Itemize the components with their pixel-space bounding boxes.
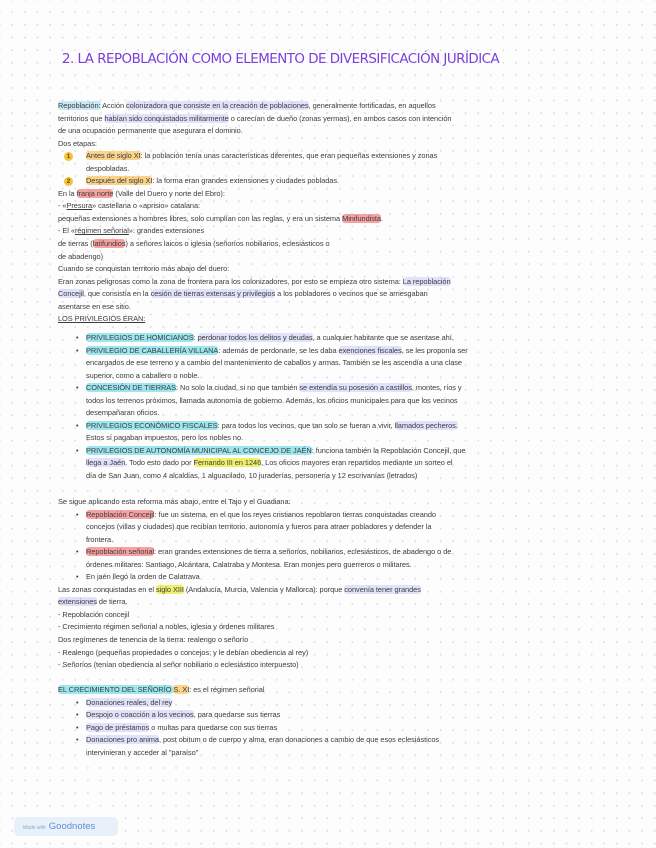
section-crecimiento-senorio: EL CRECIMIENTO DEL SEÑORÍO S. XI: es el régimen señorial • Donaciones reales, del rey • Despojo o coacción a los vecinos, para quedarse sus tierras • Pago de préstamos o multas para quedarse con sus tierras • Donaciones pro anima, post obitum o de cuerpo y alma, eran donaciones a cambio de que esos eclesiásticos intervinieran y acceder al "paraíso": [58, 684, 606, 759]
stages-heading: Dos etapas:: [58, 138, 97, 148]
list-item: • PRIVILEGIOS DE HOMICIANOS: perdonar todos los delitos y deudas, a cualquier habitante que se asentase ahí.: [58, 332, 606, 345]
list-item: • Repoblación señorial: eran grandes extensiones de tierra a señoríos, nobiliarios, eclesiásticos, de abadengo o de: [58, 546, 606, 559]
term-repoblacion: Repoblación:: [58, 101, 101, 110]
list-item: • Despojo o coacción a los vecinos, para quedarse sus tierras: [58, 709, 606, 722]
privileges-heading: LOS PRIVILEGIOS ERAN:: [58, 314, 146, 324]
number-badge: 1: [64, 152, 73, 161]
list-item: • CONCESIÓN DE TIERRAS: No solo la ciudad, si no que también se extendía su posesión a castillos, montes, ríos y: [58, 382, 606, 395]
list-item: • PRIVILEGIOS DE AUTONOMÍA MUNICIPAL AL CONCEJO DE JAÉN: funciona también la Repoblación Concejil, que: [58, 445, 606, 458]
list-item: • Donaciones reales, del rey: [58, 697, 606, 710]
stage-item: 2 Después del siglo XI: la forma eran grandes extensiones y ciudades pobladas.: [58, 175, 606, 188]
list-item: • Pago de préstamos o multas para quedarse con sus tierras: [58, 722, 606, 735]
privileges-list: • PRIVILEGIOS DE HOMICIANOS: perdonar todos los delitos y deudas, a cualquier habitante que se asentase ahí. • PRIVILEGIO DE CABALLERÍA VILLANA: además de perdonarle, se les daba exenciones fiscales, se les proponía ser encargados de ese terreno y a cambio del mantenimiento de caballos y armas. También se les ascendía a una clase superior, como a caballero o noble. • CONCESIÓN DE TIERRAS: No solo la ciudad, si no que también se extendía su posesión a castillos, montes, ríos y todos los terrenos próximos, llamada autonomía de gobierno. Además, los oficios municipales para que los vecinos desempañaran oficios. • PRIVILEGIOS ECONÓMICO FISCALES: para todos los vecinos, que tan solo se fueran a vivir, llamados pecheros. Estos sí pagaban impuestos, pero los nobles no. • PRIVILEGIOS DE AUTONOMÍA MUNICIPAL AL CONCEJO DE JAÉN: funciona también la Repoblación Concejil, que llega a Jaén. Todo esto dado por Fernando III en 1246, Los oficios mayores eran repartidos mediante un sorteo el día de San Juan, como 4 alcaldías, 1 alguacilado, 10 juraderías, personería y 12 escrivanías (letrados): [58, 332, 606, 483]
list-item: • PRIVILEGIO DE CABALLERÍA VILLANA: además de perdonarle, se les daba exenciones fiscales, se les proponía ser: [58, 345, 606, 358]
page-title: 2. LA REPOBLACIÓN COMO ELEMENTO DE DIVERSIFICACIÓN JURÍDICA: [62, 52, 500, 67]
list-item: • Repoblación Concejil: fue un sistema, en el que los reyes cristianos repoblaron tierras conquistadas creando: [58, 509, 606, 522]
list-item: • En jaén llegó la orden de Calatrava: [58, 571, 606, 584]
goodnotes-brand: Goodnotes: [48, 821, 96, 832]
list-item: • Donaciones pro anima, post obitum o de cuerpo y alma, eran donaciones a cambio de que esos eclesiásticos: [58, 734, 606, 747]
goodnotes-badge: [14, 817, 118, 836]
stage-item: 1 Antes de siglo XI: la población tenía unas características diferentes, que eran pequeñas extensiones y zonas: [58, 150, 606, 163]
made-with-label: Made with: [23, 825, 46, 831]
number-badge: 2: [64, 177, 73, 186]
section-tajo-guadiana: Se sigue aplicando esta reforma más abajo, entre el Tajo y el Guadiana: • Repoblación Concejil: fue un sistema, en el que los reyes cristianos repoblaron tierras conquistadas creando concejos (villas y ciudades) que recibían territorio, autonomía y fueros para atraer pobladores y defender la frontera. • Repoblación señorial: eran grandes extensiones de tierra a señoríos, nobiliarios, eclesiásticos, de abadengo o de órdenes militares: Santiago, Alcántara, Calatraba y Montesa. Eran monjes pero guerreros o militares. • En jaén llegó la orden de Calatrava Las zonas conquistadas en el siglo XIII (Andalucía, Murcia, Valencia y Mallorca): porque convenía tener grandes extensiones de tierra. - Repoblación concejil - Crecimiento régimen señorial a nobles, iglesia y órdenes militares Dos regímenes de tenencia de la tierra: realengo o señorío - Realengo (pequeñas propiedades o concejos; y le debían obediencia al rey) - Señoríos (tenían obediencia al señor nobiliario o eclesiástico interpuesto): [58, 496, 606, 672]
list-item: • PRIVILEGIOS ECONÓMICO FISCALES: para todos los vecinos, que tan solo se fueran a vivir, llamados pecheros.: [58, 420, 606, 433]
section-repoblacion: Repoblación: Acción colonizadora que consiste en la creación de poblaciones, generalmente fortificadas, en aquellos territorios que habían sido conquistados militarmente o carecían de dueño (zonas yermas), en ambos casos con intención de una ocupación permanente que asegurara el dominio. Dos etapas: 1 Antes de siglo XI: la población tenía unas características diferentes, que eran pequeñas extensiones y zonas despobladas. 2 Después del siglo XI: la forma eran grandes extensiones y ciudades pobladas. En la franja norte (Valle del Duero y norte del Ebro): - «Presura» castellana o «aprisio» catalana: pequeñas extensiones a hombres libres, solo cumplían con las reglas, y era un sistema Minifundista. - El «régimen señorial»: grandes extensiones de tierras (latifundios) a señores laicos o iglesia (señoríos nobiliarios, eclesiásticos o de abadengo) Cuando se conquistan territorio más abajo del duero: Eran zonas peligrosas como la zona de frontera para los colonizadores, por esto se empieza otro sistema: La repoblación Concejil, que consistía en la cesión de tierras extensas y privilegios a los pobladores o vecinos que se arriesgaban asentarse en ese sitio. LOS PRIVILEGIOS ERAN:: [58, 100, 606, 326]
